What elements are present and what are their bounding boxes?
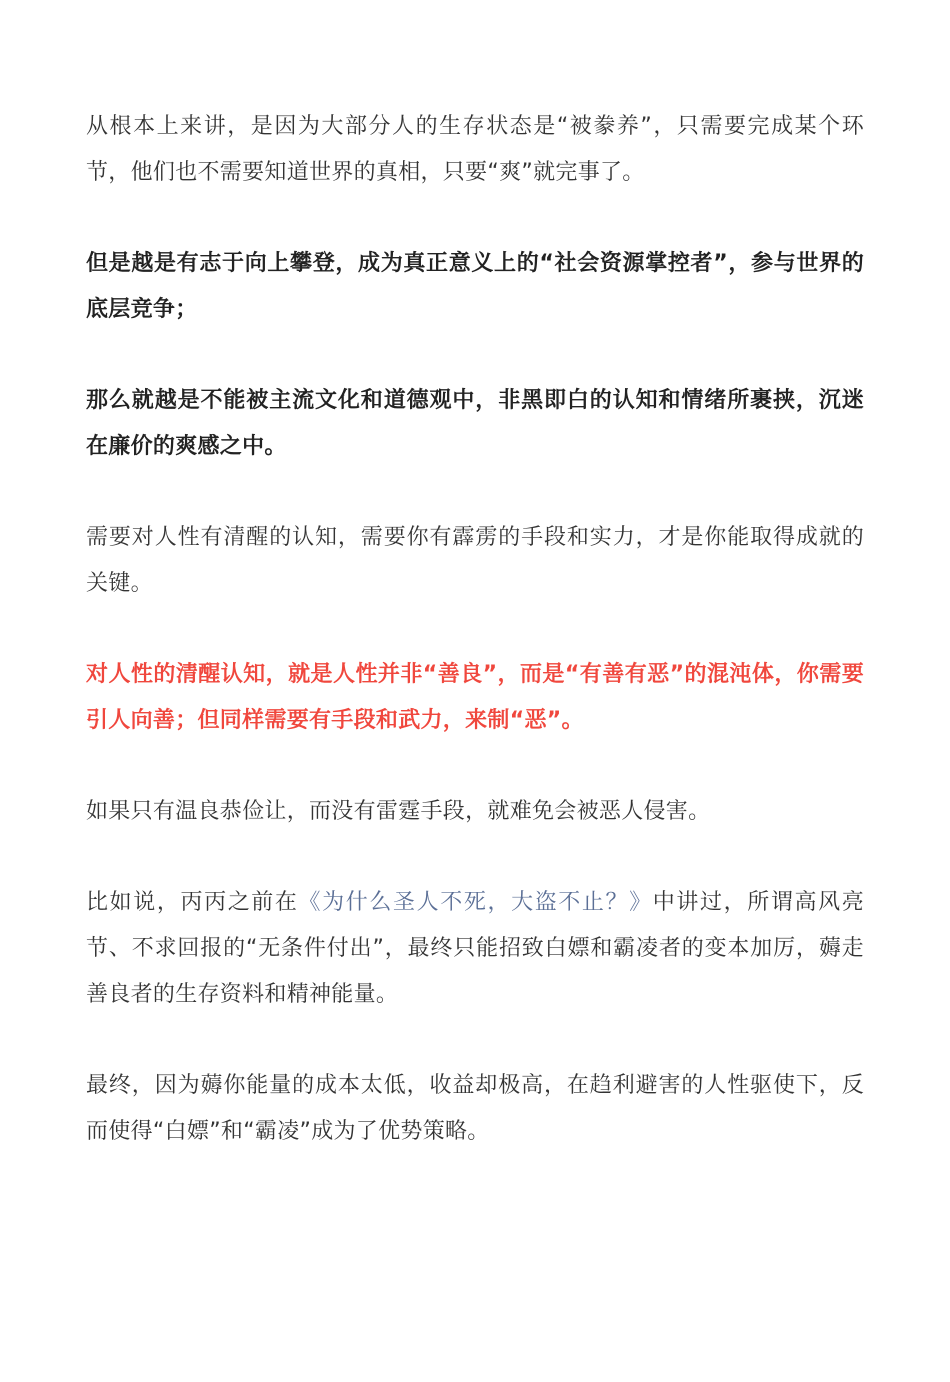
paragraph-7-lead: 比如说，丙丙之前在 [86, 890, 299, 915]
article-link[interactable]: 《为什么圣人不死，大盗不止？》 [298, 890, 653, 915]
paragraph-1: 从根本上来讲，是因为大部分人的生存状态是“被豢养”，只需要完成某个环节，他们也不需要知道世界的真相，只要“爽”就完事了。 [86, 114, 864, 185]
paragraph-7-rest: 中讲过，所谓高风亮节、不求回报的“无条件付出”，最终只能招致白嫖和霸凌者的变本加厉，薅走善良者的生存资料和精神能量。 [86, 890, 865, 1007]
paragraph-6: 如果只有温良恭俭让，而没有雷霆手段，就难免会被恶人侵害。 [86, 799, 711, 824]
article-body [86, 104, 864, 1200]
paragraph-4: 需要对人性有清醒的认知，需要你有霹雳的手段和实力，才是你能取得成就的关键。 [86, 525, 864, 596]
paragraph-5-highlight: 对人性的清醒认知，就是人性并非“善良”，而是“有善有恶”的混沌体，你需要引人向善；但同样需要有手段和武力，来制“恶”。 [86, 662, 864, 733]
paragraph-7 [86, 880, 864, 1018]
paragraph-2-bold: 但是越是有志于向上攀登，成为真正意义上的“社会资源掌控者”，参与世界的底层竞争； [86, 251, 864, 322]
paragraph-3-bold: 那么就越是不能被主流文化和道德观中，非黑即白的认知和情绪所裹挟，沉迷在廉价的爽感之中。 [86, 388, 864, 459]
paragraph-8: 最终，因为薅你能量的成本太低，收益却极高，在趋利避害的人性驱使下，反而使得“白嫖”和“霸凌”成为了优势策略。 [86, 1073, 864, 1144]
